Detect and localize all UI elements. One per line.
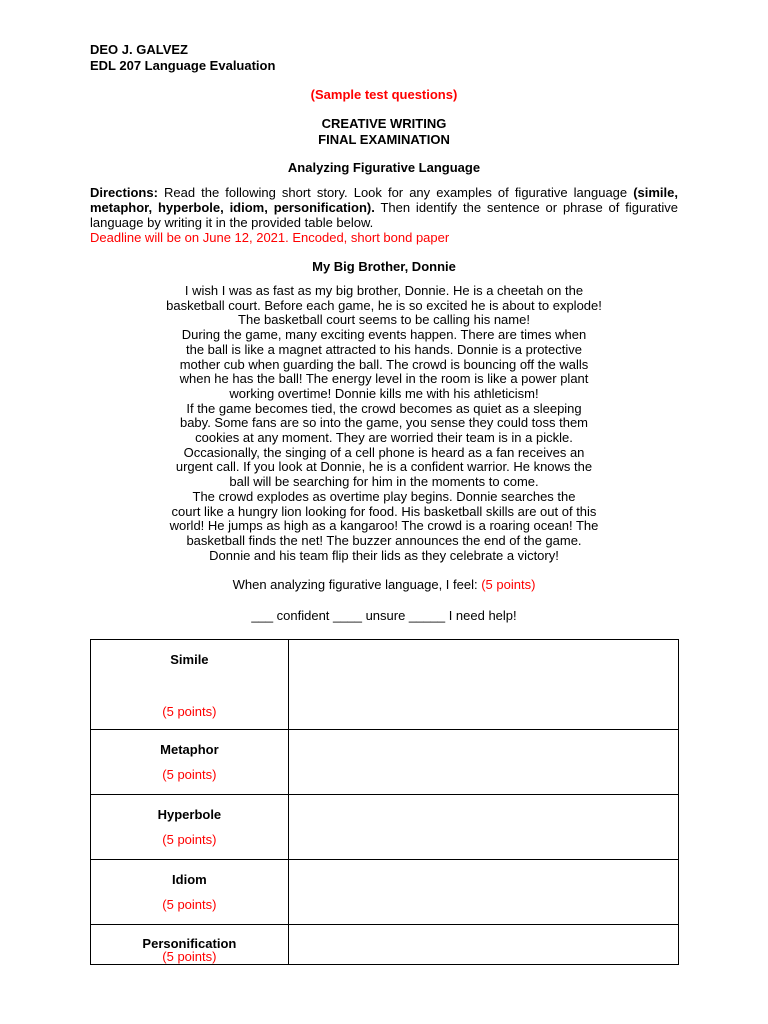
points-label: (5 points) bbox=[162, 832, 217, 847]
directions-text-2: Then identify the sentence or phrase of figurative language by writing it in the provided table below. bbox=[90, 200, 678, 230]
story-line: I wish I was as fast as my big brother, Donnie. He is a cheetah on the bbox=[184, 283, 584, 298]
feel-text: When analyzing figurative language, I feel: bbox=[232, 577, 482, 592]
self-assessment-prompt bbox=[90, 577, 678, 592]
course-name: EDL 207 Language Evaluation bbox=[90, 58, 276, 73]
row-label-cell bbox=[91, 795, 289, 860]
story-line: urgent call. If you look at Donnie, he is a confident warrior. He knows the bbox=[175, 459, 593, 475]
figurative-type: Idiom bbox=[172, 872, 207, 887]
table-row bbox=[91, 860, 679, 925]
story-line: If the game becomes tied, the crowd becomes as quiet as a sleeping bbox=[186, 400, 582, 416]
table-row bbox=[91, 925, 679, 965]
story-line: Donnie and his team flip their lids as they celebrate a victory! bbox=[209, 547, 559, 563]
deadline-note: Deadline will be on June 12, 2021. Encoded, short bond paper bbox=[90, 230, 450, 245]
story-line: Occasionally, the singing of a cell phone is heard as a fan receives an bbox=[183, 444, 585, 460]
row-label-cell bbox=[91, 860, 289, 925]
story-line: ball will be searching for him in the moments to come. bbox=[229, 474, 539, 490]
story-line: working overtime! Donnie kills me with his athleticism! bbox=[229, 385, 539, 401]
story-line: world! He jumps as high as a kangaroo! The crowd is a roaring ocean! The bbox=[169, 518, 599, 534]
figurative-types-list: (simile, metaphor, hyperbole, idiom, personification). bbox=[90, 185, 678, 215]
answer-cell[interactable] bbox=[288, 730, 678, 795]
document-header bbox=[90, 42, 275, 74]
figurative-type: Simile bbox=[170, 652, 209, 667]
story-line: mother cub when guarding the ball. The crowd is bouncing off the walls bbox=[179, 356, 589, 372]
exam-subtitle: Analyzing Figurative Language bbox=[287, 160, 481, 175]
author-name: DEO J. GALVEZ bbox=[90, 42, 188, 57]
story-line: basketball court. Before each game, he is so excited he is about to explode! bbox=[166, 297, 602, 313]
story-line: The basketball court seems to be calling his name! bbox=[238, 312, 530, 328]
table-row bbox=[91, 640, 679, 730]
story-line: court like a hungry lion looking for food. His basketball skills are out of this bbox=[171, 503, 597, 519]
title-line-1: CREATIVE WRITING bbox=[321, 116, 447, 131]
story-body bbox=[90, 284, 678, 563]
story-line: the ball is like a magnet attracted to his hands. Donnie is a protective bbox=[186, 341, 582, 357]
story-line: cookies at any moment. They are worried their team is in a pickle. bbox=[195, 430, 573, 446]
row-label-cell bbox=[91, 730, 289, 795]
answer-cell[interactable] bbox=[288, 860, 678, 925]
story-line: basketball finds the net! The buzzer announces the end of the game. bbox=[186, 532, 582, 548]
figurative-type: Hyperbole bbox=[157, 807, 222, 822]
story-line: when he has the ball! The energy level in the room is like a power plant bbox=[179, 371, 589, 387]
story-line: baby. Some fans are so into the game, you sense they could toss them bbox=[179, 415, 589, 431]
figurative-type: Metaphor bbox=[160, 742, 219, 757]
self-assessment-choices: ___ confident ____ unsure _____ I need help! bbox=[251, 608, 517, 623]
sample-note: (Sample test questions) bbox=[310, 87, 458, 102]
title-line-2: FINAL EXAMINATION bbox=[318, 132, 450, 147]
story-line: The crowd explodes as overtime play begins. Donnie searches the bbox=[192, 488, 576, 504]
table-row bbox=[91, 795, 679, 860]
answer-cell[interactable] bbox=[288, 795, 678, 860]
row-label-cell bbox=[91, 640, 289, 730]
points-label: (5 points) bbox=[162, 897, 217, 912]
directions-label: Directions: bbox=[90, 185, 158, 200]
answer-cell[interactable] bbox=[288, 640, 678, 730]
directions-text-1: Read the following short story. Look for any examples of figurative language bbox=[157, 185, 634, 200]
points-label: (5 points) bbox=[162, 704, 217, 719]
answer-table bbox=[90, 639, 679, 965]
directions-paragraph bbox=[90, 185, 678, 245]
figurative-type: Personification bbox=[142, 936, 237, 951]
points-label: (5 points) bbox=[162, 767, 217, 782]
row-label-cell bbox=[91, 925, 289, 965]
story-title: My Big Brother, Donnie bbox=[312, 259, 456, 274]
points-label: (5 points) bbox=[162, 949, 217, 964]
story-line: During the game, many exciting events happen. There are times when bbox=[181, 327, 587, 343]
exam-title bbox=[90, 116, 678, 148]
feel-points: (5 points) bbox=[481, 577, 536, 592]
table-row bbox=[91, 730, 679, 795]
answer-cell[interactable] bbox=[288, 925, 678, 965]
